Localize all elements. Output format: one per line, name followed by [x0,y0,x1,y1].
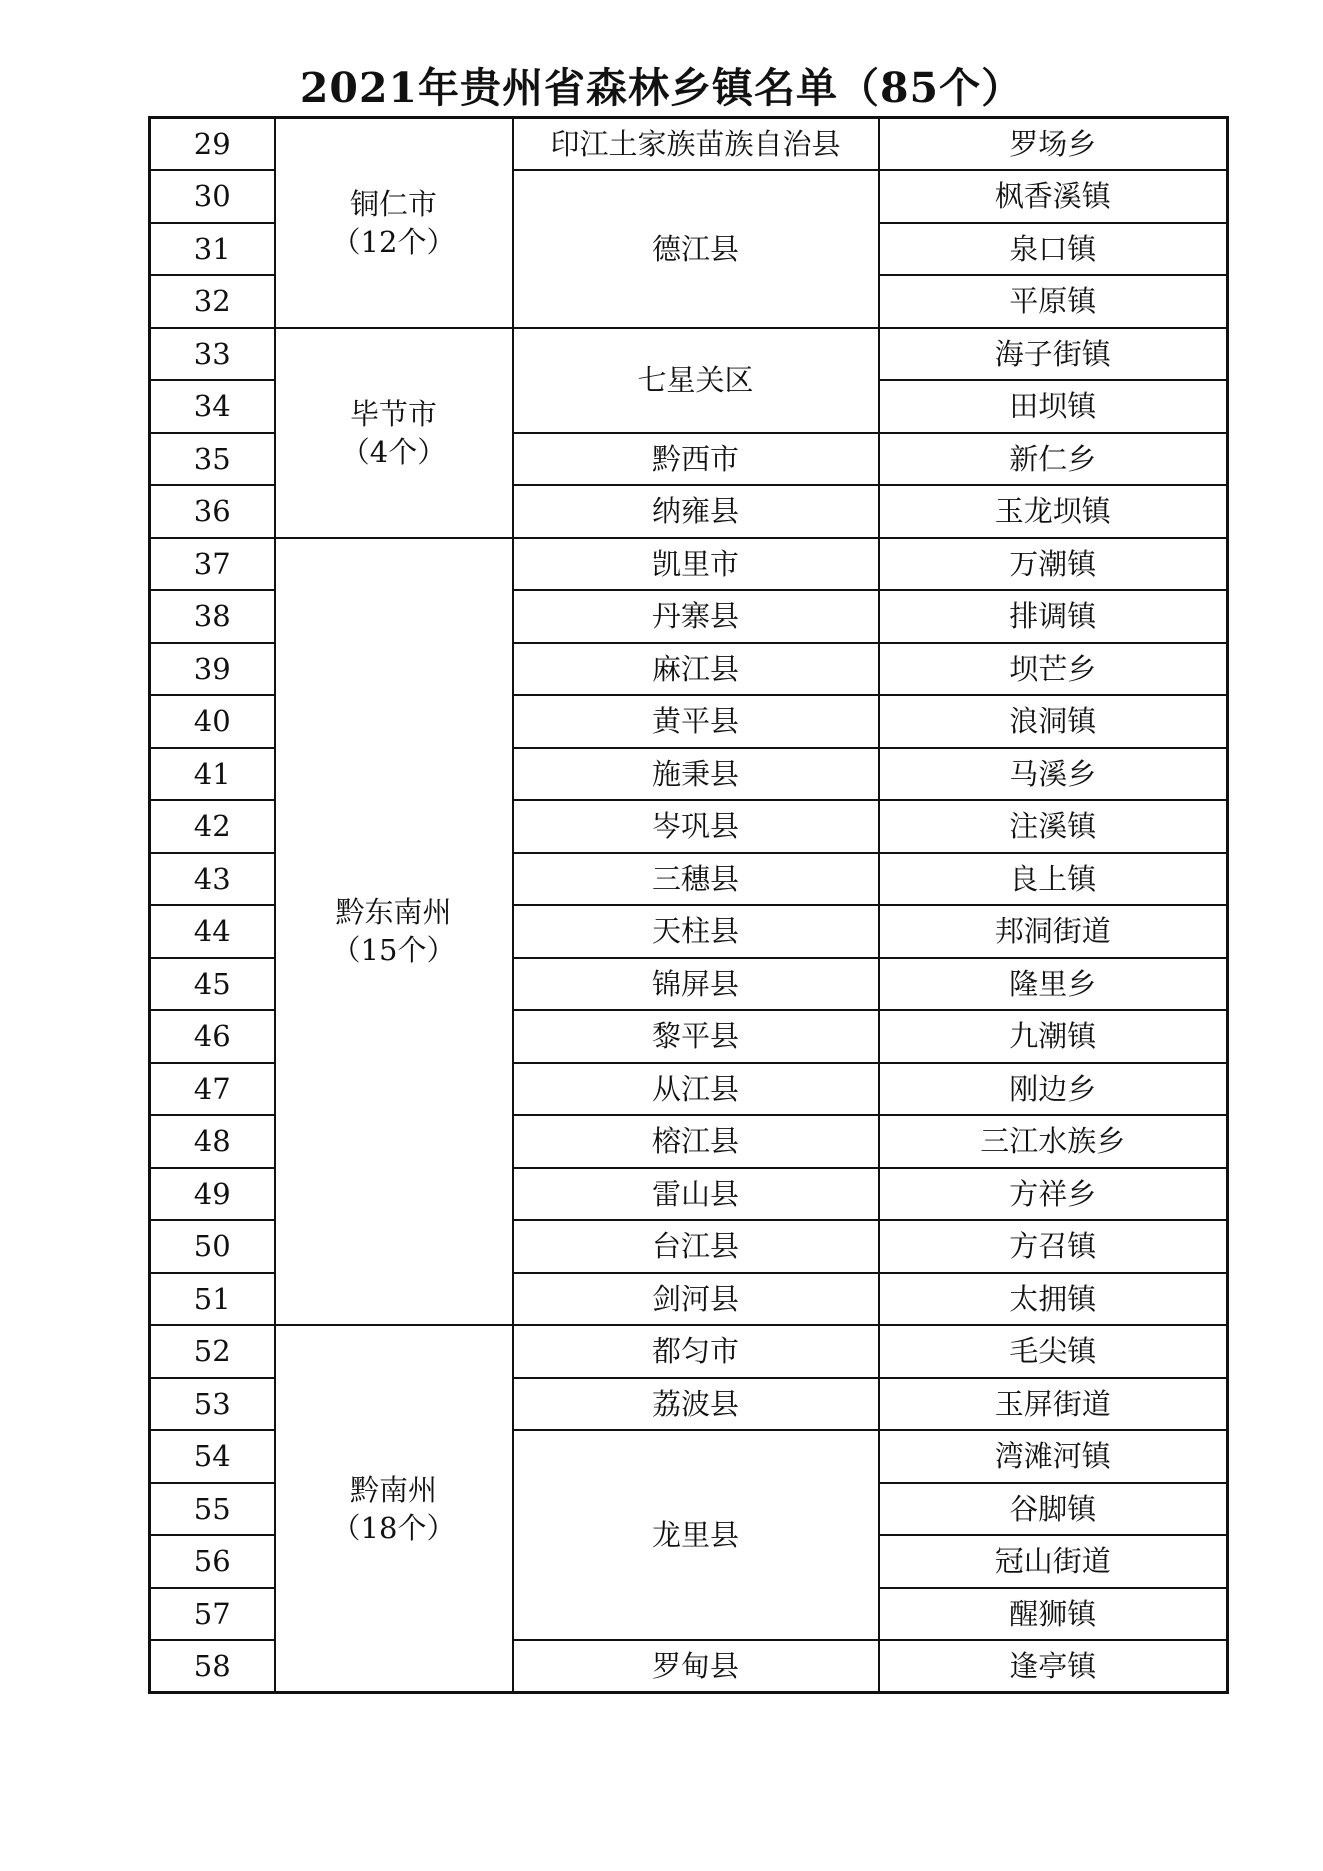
city-count: （12个） [331,224,456,259]
row-number: 57 [150,1588,275,1641]
town-cell: 冠山街道 [879,1535,1228,1588]
county-cell: 榕江县 [513,1115,879,1168]
town-cell: 湾滩河镇 [879,1430,1228,1483]
row-number: 54 [150,1430,275,1483]
county-cell: 锦屏县 [513,958,879,1011]
city-count: （15个） [331,933,456,968]
row-number: 49 [150,1168,275,1221]
row-number: 40 [150,695,275,748]
town-cell: 刚边乡 [879,1063,1228,1116]
town-cell: 排调镇 [879,590,1228,643]
county-cell: 丹寨县 [513,590,879,643]
county-cell: 凯里市 [513,538,879,591]
town-cell: 浪洞镇 [879,695,1228,748]
county-cell: 龙里县 [513,1430,879,1640]
county-cell: 七星关区 [513,328,879,433]
county-cell: 岑巩县 [513,800,879,853]
county-cell: 三穗县 [513,853,879,906]
county-cell: 雷山县 [513,1168,879,1221]
row-number: 34 [150,380,275,433]
row-number: 48 [150,1115,275,1168]
county-cell: 台江县 [513,1220,879,1273]
city-name: 毕节市 [349,396,437,431]
town-cell: 玉龙坝镇 [879,485,1228,538]
city-name: 黔南州 [349,1472,437,1507]
county-cell: 麻江县 [513,643,879,696]
town-cell: 海子街镇 [879,328,1228,381]
city-count: （18个） [331,1510,456,1545]
row-number: 55 [150,1483,275,1536]
table-row [150,118,1228,171]
town-cell: 罗场乡 [879,118,1228,171]
town-cell: 马溪乡 [879,748,1228,801]
row-number: 29 [150,118,275,171]
county-cell: 黔西市 [513,433,879,486]
county-cell: 施秉县 [513,748,879,801]
row-number: 41 [150,748,275,801]
town-cell: 醒狮镇 [879,1588,1228,1641]
row-number: 56 [150,1535,275,1588]
town-cell: 太拥镇 [879,1273,1228,1326]
row-number: 33 [150,328,275,381]
row-number: 46 [150,1010,275,1063]
town-cell: 隆里乡 [879,958,1228,1011]
town-cell: 方祥乡 [879,1168,1228,1221]
row-number: 44 [150,905,275,958]
county-cell: 都匀市 [513,1325,879,1378]
county-cell: 荔波县 [513,1378,879,1431]
county-cell: 纳雍县 [513,485,879,538]
row-number: 37 [150,538,275,591]
town-cell: 良上镇 [879,853,1228,906]
county-cell: 从江县 [513,1063,879,1116]
table-row [150,538,1228,591]
county-cell: 德江县 [513,170,879,328]
row-number: 30 [150,170,275,223]
town-cell: 三江水族乡 [879,1115,1228,1168]
county-cell: 黄平县 [513,695,879,748]
row-number: 51 [150,1273,275,1326]
row-number: 52 [150,1325,275,1378]
town-cell: 方召镇 [879,1220,1228,1273]
town-cell: 枫香溪镇 [879,170,1228,223]
town-cell: 田坝镇 [879,380,1228,433]
row-number: 53 [150,1378,275,1431]
city-count: （4个） [340,434,447,469]
town-cell: 泉口镇 [879,223,1228,276]
row-number: 50 [150,1220,275,1273]
county-cell: 天柱县 [513,905,879,958]
town-cell: 坝芒乡 [879,643,1228,696]
row-number: 32 [150,275,275,328]
town-cell: 谷脚镇 [879,1483,1228,1536]
row-number: 38 [150,590,275,643]
row-number: 42 [150,800,275,853]
city-cell [275,1325,513,1693]
city-name: 铜仁市 [349,186,437,221]
town-cell: 平原镇 [879,275,1228,328]
row-number: 31 [150,223,275,276]
row-number: 45 [150,958,275,1011]
town-cell: 邦洞街道 [879,905,1228,958]
county-cell: 印江土家族苗族自治县 [513,118,879,171]
table-row [150,328,1228,381]
page-title: 2021年贵州省森林乡镇名单（85个） [299,64,1024,112]
city-name: 黔东南州 [335,895,452,930]
county-cell: 剑河县 [513,1273,879,1326]
row-number: 36 [150,485,275,538]
city-cell [275,538,513,1326]
row-number: 39 [150,643,275,696]
town-cell: 万潮镇 [879,538,1228,591]
row-number: 35 [150,433,275,486]
town-cell: 新仁乡 [879,433,1228,486]
town-cell: 毛尖镇 [879,1325,1228,1378]
county-cell: 罗甸县 [513,1640,879,1693]
city-cell [275,328,513,538]
town-cell: 玉屏街道 [879,1378,1228,1431]
row-number: 43 [150,853,275,906]
row-number: 58 [150,1640,275,1693]
table-row [150,1325,1228,1378]
city-cell [275,118,513,328]
town-cell: 逢亭镇 [879,1640,1228,1693]
county-cell: 黎平县 [513,1010,879,1063]
town-cell: 九潮镇 [879,1010,1228,1063]
forest-town-table [148,116,1229,1694]
row-number: 47 [150,1063,275,1116]
town-cell: 注溪镇 [879,800,1228,853]
